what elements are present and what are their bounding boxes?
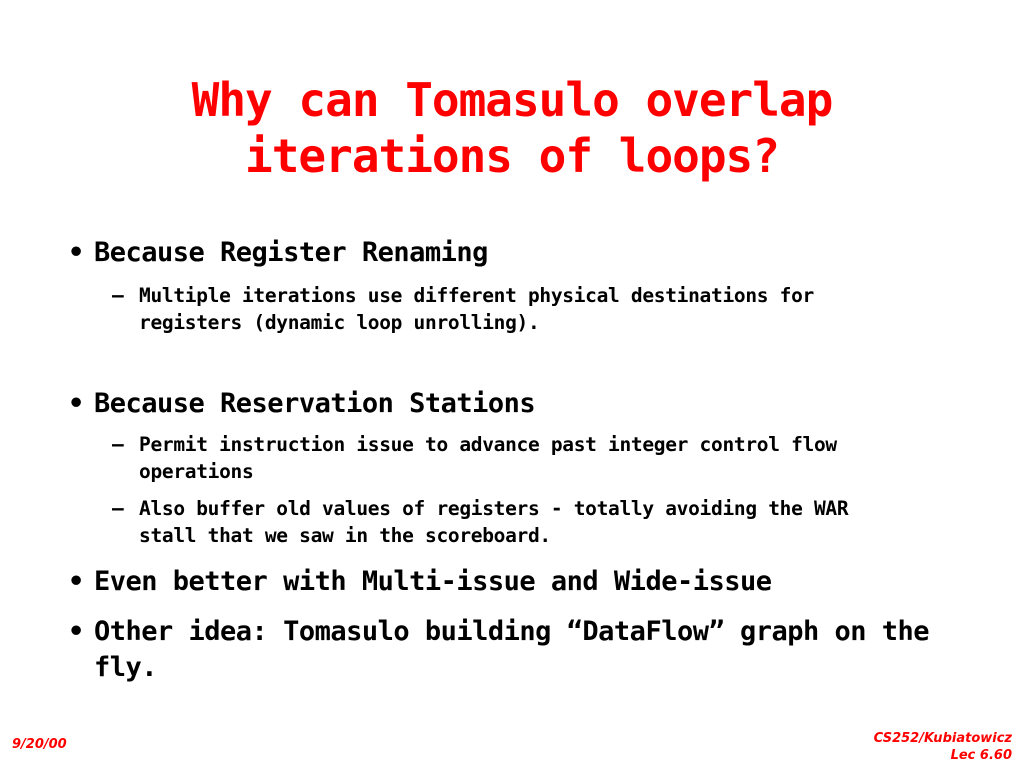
footer-course-info	[874, 730, 1012, 764]
bullet-multi-issue	[68, 564, 968, 600]
sub-bullet-mark: –	[112, 284, 124, 307]
sub-bullet-mark: –	[112, 497, 124, 520]
sub-bullet-permit-issue	[112, 431, 912, 485]
title-line-2: iterations of loops?	[245, 129, 779, 183]
footer-date: 9/20/00	[12, 737, 67, 752]
bullet-dataflow-graph	[68, 614, 968, 686]
bullet-mark: •	[68, 237, 84, 268]
sub-bullet-text: Also buffer old values of registers - totally avoiding the WAR stall that we saw in the scoreboard.	[139, 497, 849, 547]
footer-course: CS252/Kubiatowicz	[873, 731, 1012, 746]
bullet-text: Even better with Multi-issue and Wide-issue	[94, 566, 772, 597]
sub-bullet-text: Permit instruction issue to advance past integer control flow operations	[139, 433, 837, 483]
footer-lecture: Lec 6.60	[950, 748, 1012, 763]
title-line-1: Why can Tomasulo overlap	[191, 73, 833, 127]
bullet-mark: •	[68, 388, 84, 419]
sub-bullet-mark: –	[112, 433, 124, 456]
bullet-register-renaming	[68, 235, 968, 271]
bullet-reservation-stations	[68, 386, 968, 422]
sub-bullet-text: Multiple iterations use different physical destinations for registers (dynamic loop unrolling).	[139, 284, 814, 334]
bullet-mark: •	[68, 616, 84, 647]
bullet-text: Other idea: Tomasulo building “DataFlow” graph on the fly.	[94, 616, 930, 683]
sub-bullet-physical-destinations	[112, 282, 912, 336]
sub-bullet-buffer-old-values	[112, 495, 912, 549]
bullet-text: Because Reservation Stations	[94, 388, 536, 419]
bullet-mark: •	[68, 566, 84, 597]
bullet-text: Because Register Renaming	[94, 237, 488, 268]
slide-title	[0, 72, 1024, 184]
